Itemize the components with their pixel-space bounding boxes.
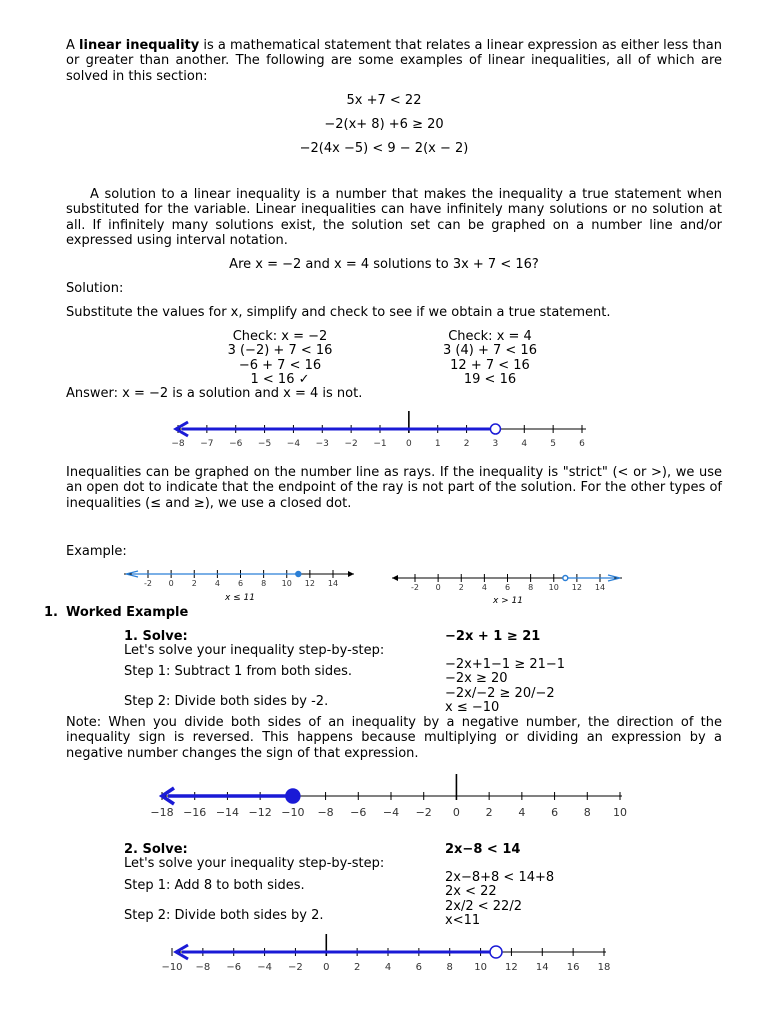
- tick-label: −7: [200, 439, 214, 449]
- tick-label: 6: [551, 806, 559, 819]
- worked-title: Worked Example: [66, 605, 189, 620]
- open-dot: [490, 424, 500, 434]
- number-line-x-gt-11: [388, 565, 638, 610]
- example-1: 5x +7 < 22: [346, 93, 422, 108]
- axis-arrow-left: [392, 575, 398, 581]
- tick-label: 8: [528, 583, 534, 592]
- intro-pre: A: [66, 38, 80, 53]
- intro-paragraph: [66, 38, 722, 84]
- tick-label: 2: [485, 806, 493, 819]
- problem2-label: 2. Solve:: [124, 842, 188, 857]
- work-line: −2x ≥ 20: [445, 671, 508, 687]
- tick-label: 5: [550, 439, 557, 449]
- tick-label: -2: [144, 579, 152, 588]
- tick-label: −10: [281, 806, 305, 819]
- tick-label: 12: [505, 962, 518, 973]
- tick-label: 6: [579, 439, 585, 449]
- tick-label: 10: [281, 579, 292, 588]
- work-line: −2x+1−1 ≥ 21−1: [445, 657, 566, 672]
- tick-label: −6: [229, 439, 243, 449]
- tick-label: 16: [566, 962, 580, 973]
- problem1-step1: Step 1: Subtract 1 from both sides.: [124, 664, 353, 679]
- caption-x-gt-11: x > 11: [492, 596, 524, 606]
- problem2-work: [445, 871, 554, 928]
- work-line: x ≤ −10: [445, 699, 500, 715]
- tick-label: 8: [261, 579, 267, 588]
- tick-label: 0: [168, 579, 174, 588]
- tick-label: −8: [171, 439, 185, 449]
- tick-label: 10: [548, 583, 559, 592]
- check-left-line: 3 (−2) + 7 < 16: [227, 343, 333, 359]
- tick-label: 0: [435, 583, 441, 592]
- tick-label: 2: [353, 962, 361, 973]
- solution-paragraph: A solution to a linear inequality is a number that makes the inequality a true statement when substituted for the variable. Linear inequalities can have infinitely many solutions or no solution at all. If infinitely many solutions exist, the solution set can be graphed on a number line and/or expressed using interval notation.: [66, 187, 722, 248]
- intro-rest: is a mathematical statement that relates a linear expression as either less than or greater than another. The following are some examples of linear inequalities, all of which are solved in this section:: [66, 38, 722, 84]
- example-3: −2(4x −5) < 9 − 2(x − 2): [299, 141, 469, 156]
- number-line-x-le-11: [120, 565, 370, 610]
- tick-label: 2: [463, 439, 470, 449]
- check-right-line: Check: x = 4: [448, 329, 532, 344]
- answer: Answer: x = −2 is a solution and x = 4 is not.: [66, 386, 363, 401]
- work-line: 2x/2 < 22/2: [445, 898, 522, 914]
- tick-label: 4: [214, 579, 220, 588]
- note-paragraph: Note: When you divide both sides of an inequality by a negative number, the direction of the inequality sign is reversed. This happens because multiplying or dividing an expression by a negative number changes the sign of that expression.: [66, 715, 722, 761]
- problem1-work: [445, 658, 565, 715]
- rays-paragraph: Inequalities can be graphed on the number line as rays. If the inequality is "strict" (< or >), we use an open dot to indicate that the endpoint of the ray is not part of the solution. For the other types of inequalities (≤ and ≥), we use a closed dot.: [66, 465, 722, 511]
- work-line: −2x/−2 ≥ 20/−2: [445, 685, 555, 701]
- work-line: 2x < 22: [445, 884, 497, 900]
- tick-label: −6: [350, 806, 367, 819]
- problem1-intro: Let's solve your inequality step-by-step:: [124, 643, 385, 658]
- example-label: Example:: [66, 544, 127, 559]
- number-line-3: [140, 930, 630, 980]
- tick-label: 0: [323, 962, 330, 973]
- open-dot: [490, 946, 502, 958]
- tick-label: 10: [613, 806, 627, 819]
- check-right: [410, 330, 570, 387]
- tick-label: 2: [191, 579, 197, 588]
- tick-label: 12: [571, 583, 582, 592]
- tick-label: 14: [327, 579, 339, 588]
- tick-label: −2: [288, 962, 303, 973]
- problem2-step2: Step 2: Divide both sides by 2.: [124, 908, 324, 923]
- tick-label: 8: [446, 962, 453, 973]
- tick-label: 6: [237, 579, 244, 588]
- tick-label: 4: [481, 583, 487, 592]
- axis-arrow-right: [348, 571, 354, 577]
- tick-label: −2: [344, 439, 358, 449]
- tick-label: 14: [594, 583, 606, 592]
- tick-label: 3: [492, 439, 499, 449]
- tick-label: 4: [521, 439, 528, 449]
- problem2-step1: Step 1: Add 8 to both sides.: [124, 878, 305, 893]
- tick-label: −1: [373, 439, 387, 449]
- tick-label: 4: [384, 962, 392, 973]
- tick-label: 4: [518, 806, 526, 819]
- tick-label: −18: [150, 806, 174, 819]
- tick-label: 6: [504, 583, 511, 592]
- tick-label: −4: [286, 439, 301, 449]
- problem1-step2: Step 2: Divide both sides by -2.: [124, 694, 329, 709]
- tick-label: 14: [535, 962, 549, 973]
- check-right-line: 12 + 7 < 16: [450, 357, 530, 373]
- problem1-label: 1. Solve:: [124, 629, 188, 644]
- caption-x-le-11: x ≤ 11: [224, 593, 256, 603]
- check-left-line: −6 + 7 < 16: [238, 357, 322, 373]
- tick-label: −4: [382, 806, 400, 819]
- problem2-equation: 2x−8 < 14: [445, 842, 521, 857]
- tick-label: 12: [304, 579, 315, 588]
- tick-label: −2: [415, 806, 432, 819]
- worked-number: 1.: [44, 605, 58, 620]
- check-right-line: 19 < 16: [463, 371, 517, 387]
- tick-label: −14: [215, 806, 240, 819]
- number-line-1: [150, 405, 610, 455]
- intro-term: linear inequality: [79, 38, 200, 53]
- tick-label: −3: [315, 439, 329, 449]
- tick-label: 18: [597, 962, 611, 973]
- tick-label: −12: [248, 806, 272, 819]
- number-line-2: [140, 770, 640, 825]
- tick-label: 0: [452, 806, 460, 819]
- tick-label: 1: [434, 439, 441, 449]
- work-line: 2x−8+8 < 14+8: [445, 870, 555, 885]
- tick-label: 0: [405, 439, 412, 449]
- tick-label: −8: [195, 962, 211, 973]
- tick-label: −4: [257, 962, 272, 973]
- tick-label: −8: [317, 806, 334, 819]
- tick-label: -2: [411, 583, 419, 592]
- tick-label: 2: [458, 583, 464, 592]
- example-2: −2(x+ 8) +6 ≥ 20: [324, 117, 444, 132]
- problem1-equation: −2x + 1 ≥ 21: [445, 629, 541, 644]
- tick-label: 6: [415, 962, 423, 973]
- open-dot: [563, 576, 568, 581]
- tick-label: −5: [257, 439, 272, 449]
- question: Are x = −2 and x = 4 solutions to 3x + 7 < 16?: [229, 257, 539, 272]
- substitute-text: Substitute the values for x, simplify and check to see if we obtain a true statement.: [66, 305, 611, 320]
- check-left: [190, 330, 370, 387]
- check-left-line: Check: x = −2: [232, 329, 328, 344]
- tick-label: −6: [226, 962, 242, 973]
- closed-dot: [296, 572, 301, 577]
- work-line: x<11: [445, 912, 481, 928]
- tick-label: −10: [161, 962, 183, 973]
- solution-label: Solution:: [66, 281, 124, 296]
- tick-label: −16: [183, 806, 207, 819]
- problem2-intro: Let's solve your inequality step-by-step:: [124, 856, 385, 871]
- check-left-line: 1 < 16 ✓: [250, 371, 310, 387]
- tick-label: 8: [583, 806, 591, 819]
- closed-dot: [286, 789, 300, 803]
- check-right-line: 3 (4) + 7 < 16: [443, 343, 537, 359]
- tick-label: 10: [474, 962, 487, 973]
